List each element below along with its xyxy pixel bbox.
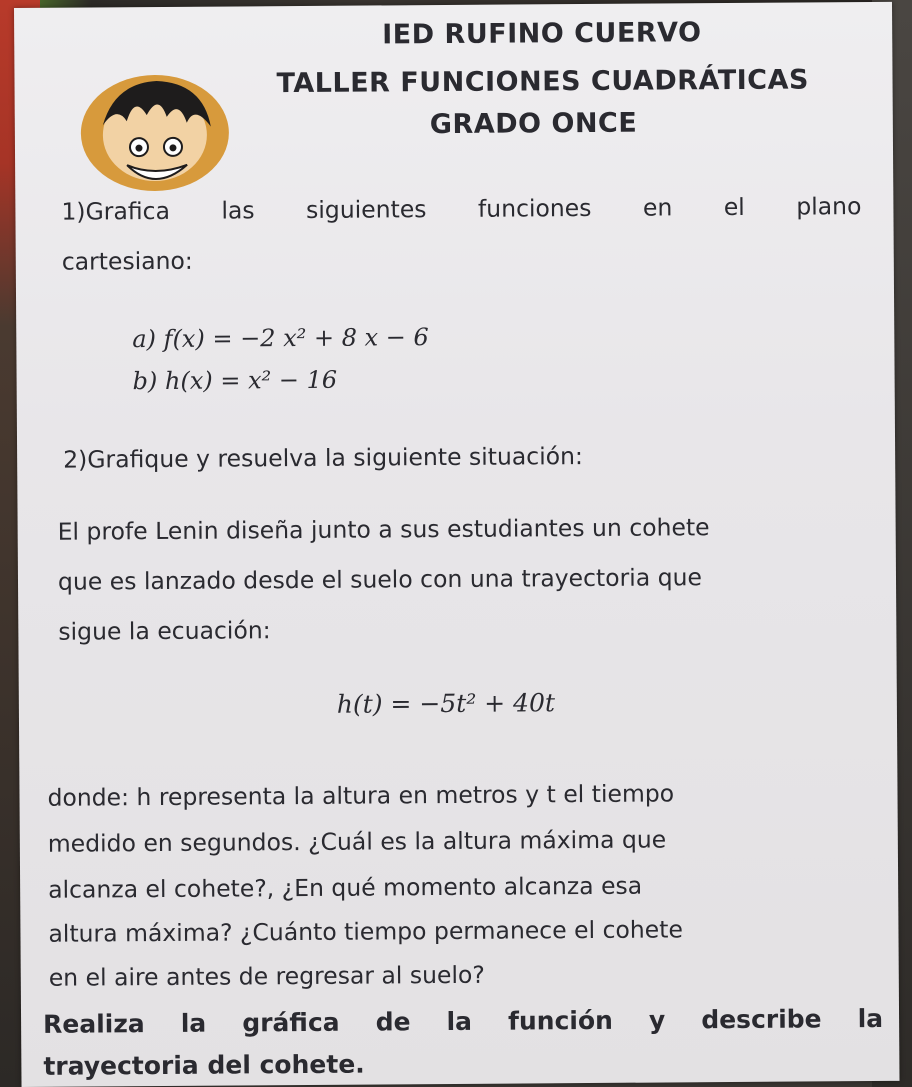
q2-intro-line2: que es lanzado desde el suelo con una trayectoria que <box>57 563 703 596</box>
function-a-label: a) <box>132 325 157 354</box>
worksheet-page <box>14 2 900 1087</box>
worksheet-title: TALLER FUNCIONES CUADRÁTICAS <box>276 64 809 100</box>
q2-body-line4: altura máxima? ¿Cuánto tiempo permanece el cohete <box>48 915 683 948</box>
cartoon-character-face-icon <box>74 64 230 195</box>
function-a-expression: f(x) = −2 x² + 8 x − 6 <box>163 323 429 353</box>
task-line1: Realiza la gráfica de la función y describe la <box>42 1003 884 1039</box>
function-a <box>132 323 429 353</box>
q2-title: 2)Grafique y resuelva la siguiente situación: <box>63 442 583 474</box>
q2-body-line3: alcanza el cohete?, ¿En qué momento alcanza esa <box>48 871 643 904</box>
function-b-expression: h(x) = x² − 16 <box>164 365 338 395</box>
function-b-label: b) <box>132 367 158 396</box>
q2-intro-line1: El profe Lenin diseña junto a sus estudiantes un cohete <box>57 513 710 546</box>
q2-body-line1: donde: h representa la altura en metros y t el tiempo <box>47 779 675 812</box>
q2-body-line5: en el aire antes de regresar al suelo? <box>48 960 485 992</box>
grade-label: GRADO ONCE <box>429 107 638 141</box>
school-name: IED RUFINO CUERVO <box>382 17 702 51</box>
function-b <box>133 366 338 395</box>
q1-instruction-line1: 1)Grafica las siguientes funciones en el plano <box>61 192 862 226</box>
q2-body-line2: medido en segundos. ¿Cuál es la altura máxima que <box>47 825 667 858</box>
q2-intro-line3: sigue la ecuación: <box>58 616 271 646</box>
q1-instruction-line2: cartesiano: <box>61 246 193 276</box>
task-line2: trayectoria del cohete. <box>43 1049 365 1081</box>
trajectory-equation: h(t) = −5t² + 40t <box>336 688 556 719</box>
